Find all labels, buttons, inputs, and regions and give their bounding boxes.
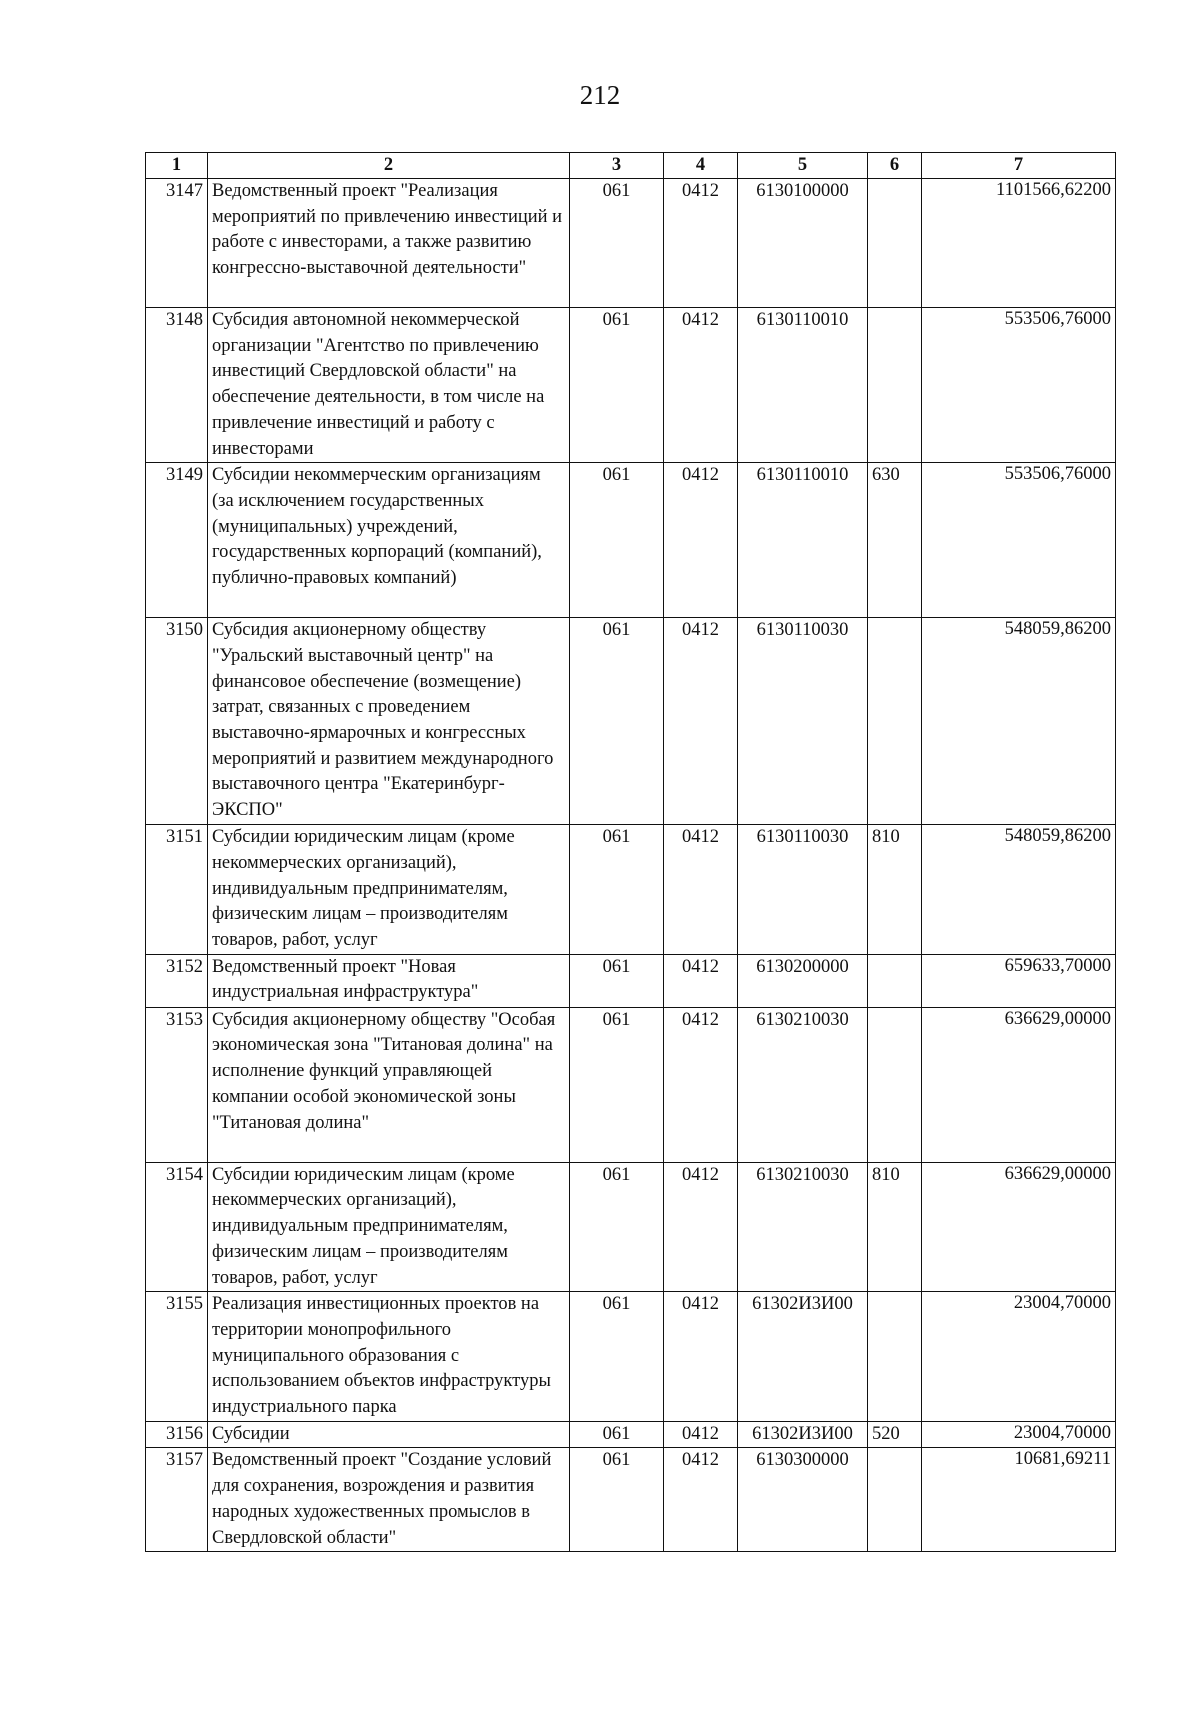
header-col-3: 3 [570,153,664,179]
row-name: Ведомственный проект "Новая индустриальная инфраструктура" [208,954,570,1007]
row-sum: 548059,86200 [922,618,1116,825]
row-col-5: 6130300000 [738,1448,868,1552]
row-col-6: 810 [868,1162,922,1292]
row-col-5: 61302И3И00 [738,1421,868,1448]
row-col-4: 0412 [664,1162,738,1292]
row-sum: 10681,69211 [922,1448,1116,1552]
row-sum: 548059,86200 [922,825,1116,955]
row-col-3: 061 [570,1007,664,1162]
row-col-5: 61302И3И00 [738,1292,868,1422]
row-sum: 553506,76000 [922,463,1116,618]
table-row [146,618,1116,825]
row-col-4: 0412 [664,1007,738,1162]
row-col-5: 6130110030 [738,825,868,955]
row-col-4: 0412 [664,618,738,825]
row-col-3: 061 [570,618,664,825]
row-sum: 636629,00000 [922,1007,1116,1162]
header-row [146,153,1116,179]
row-name: Субсидии [208,1421,570,1448]
row-col-3: 061 [570,1292,664,1422]
header-col-6: 6 [868,153,922,179]
row-col-5: 6130110010 [738,308,868,463]
row-name: Субсидия автономной некоммерческой организации "Агентство по привлечению инвестиций Свердловской области" на обеспечение деятельности, в том числе на привлечение инвестиций и работу с инвесторами [208,308,570,463]
row-col-5: 6130210030 [738,1007,868,1162]
row-col-3: 061 [570,1448,664,1552]
row-col-6 [868,179,922,308]
table-row [146,825,1116,955]
row-col-4: 0412 [664,825,738,955]
table-row [146,1162,1116,1292]
row-col-5: 6130110010 [738,463,868,618]
row-col-5: 6130210030 [738,1162,868,1292]
row-number: 3150 [146,618,208,825]
row-col-3: 061 [570,1162,664,1292]
row-col-4: 0412 [664,1421,738,1448]
table-row [146,1292,1116,1422]
row-name: Субсидии юридическим лицам (кроме некоммерческих организаций), индивидуальным предпринимателям, физическим лицам – производителям товаров, работ, услуг [208,1162,570,1292]
row-number: 3153 [146,1007,208,1162]
row-col-4: 0412 [664,463,738,618]
header-col-1: 1 [146,153,208,179]
row-name: Субсидия акционерному обществу "Уральский выставочный центр" на финансовое обеспечение (возмещение) затрат, связанных с проведением выставочно-ярмарочных и конгрессных мероприятий и развитием международного выставочного центра "Екатеринбург-ЭКСПО" [208,618,570,825]
row-sum: 553506,76000 [922,308,1116,463]
row-col-3: 061 [570,954,664,1007]
row-number: 3156 [146,1421,208,1448]
row-col-3: 061 [570,179,664,308]
row-sum: 659633,70000 [922,954,1116,1007]
row-col-6 [868,954,922,1007]
row-name: Реализация инвестиционных проектов на территории монопрофильного муниципального образования с использованием объектов инфраструктуры индустриального парка [208,1292,570,1422]
row-col-6 [868,1448,922,1552]
row-col-5: 6130110030 [738,618,868,825]
row-number: 3152 [146,954,208,1007]
row-col-4: 0412 [664,179,738,308]
row-number: 3155 [146,1292,208,1422]
row-name: Субсидии некоммерческим организациям (за исключением государственных (муниципальных) учреждений, государственных корпораций (компаний), публично-правовых компаний) [208,463,570,618]
row-number: 3157 [146,1448,208,1552]
row-col-6: 520 [868,1421,922,1448]
row-number: 3151 [146,825,208,955]
row-col-6 [868,1292,922,1422]
row-col-6 [868,1007,922,1162]
row-col-6: 810 [868,825,922,955]
row-sum: 23004,70000 [922,1421,1116,1448]
row-sum: 23004,70000 [922,1292,1116,1422]
row-col-3: 061 [570,308,664,463]
row-col-3: 061 [570,463,664,618]
row-col-3: 061 [570,825,664,955]
row-name: Субсидия акционерному обществу "Особая экономическая зона "Титановая долина" на исполнение функций управляющей компании особой экономической зоны "Титановая долина" [208,1007,570,1162]
row-number: 3147 [146,179,208,308]
row-number: 3154 [146,1162,208,1292]
row-col-5: 6130100000 [738,179,868,308]
row-number: 3149 [146,463,208,618]
header-col-2: 2 [208,153,570,179]
table-row [146,308,1116,463]
row-col-4: 0412 [664,954,738,1007]
row-sum: 1101566,62200 [922,179,1116,308]
table-row [146,463,1116,618]
row-name: Ведомственный проект "Реализация мероприятий по привлечению инвестиций и работе с инвесторами, а также развитию конгрессно-выставочной деятельности" [208,179,570,308]
row-col-5: 6130200000 [738,954,868,1007]
row-number: 3148 [146,308,208,463]
table-row [146,954,1116,1007]
table-row [146,1007,1116,1162]
row-sum: 636629,00000 [922,1162,1116,1292]
page-number: 212 [579,80,621,110]
table-row [146,179,1116,308]
row-col-6 [868,618,922,825]
header-col-5: 5 [738,153,868,179]
table-row [146,1448,1116,1552]
row-col-6: 630 [868,463,922,618]
header-col-7: 7 [922,153,1116,179]
table-row [146,1421,1116,1448]
row-col-3: 061 [570,1421,664,1448]
row-col-4: 0412 [664,1292,738,1422]
row-name: Ведомственный проект "Создание условий для сохранения, возрождения и развития народных художественных промыслов в Свердловской области" [208,1448,570,1552]
row-col-6 [868,308,922,463]
row-col-4: 0412 [664,308,738,463]
row-name: Субсидии юридическим лицам (кроме некоммерческих организаций), индивидуальным предпринимателям, физическим лицам – производителям товаров, работ, услуг [208,825,570,955]
row-col-4: 0412 [664,1448,738,1552]
budget-table [145,152,1116,1552]
header-col-4: 4 [664,153,738,179]
